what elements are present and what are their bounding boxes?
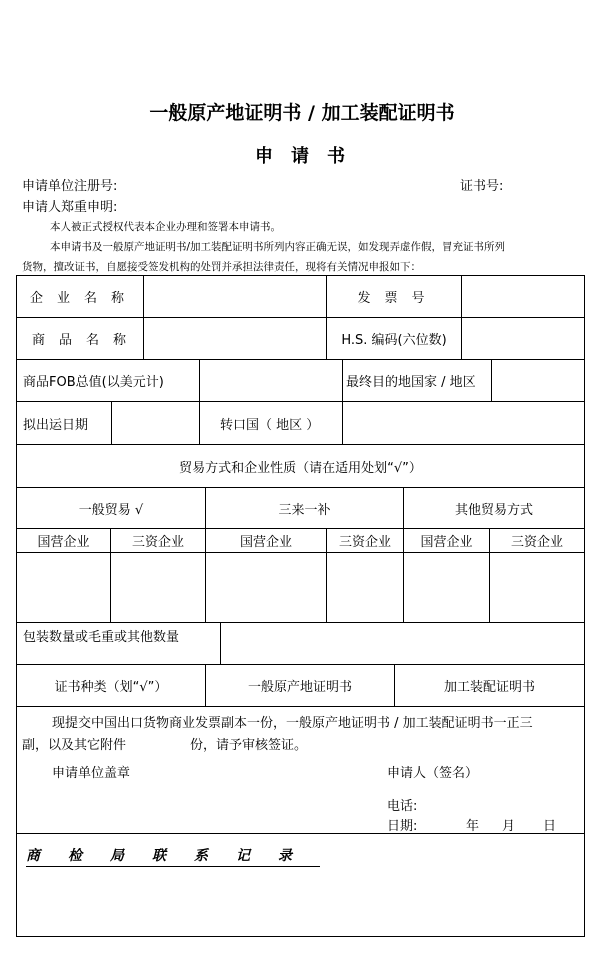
goods-name-label: 商品名称 — [31, 333, 140, 348]
document-subtitle: 申请书 — [255, 146, 363, 167]
declaration-line-3: 货物，擅改证书，自愿接受签发机构的处罚并承担法律责任，现将有关情况申报如下： — [22, 261, 421, 273]
phone-label: 电话: — [387, 799, 418, 814]
invoice-no-label: 发票号 — [357, 291, 439, 306]
cert-type-label: 证书种类（划“√”） — [54, 680, 168, 695]
three-foreign-invested: 三资企业 — [338, 535, 391, 550]
year-label: 年 — [466, 819, 480, 834]
fob-value-field[interactable] — [200, 360, 342, 401]
seal-label: 申请单位盖章 — [52, 766, 131, 781]
trade-three-one: 三来一补 — [278, 502, 331, 518]
destination-label: 最终目的地国家 / 地区 — [346, 375, 476, 390]
submit-line-1: 现提交中国出口货物商业发票副本一份，一般原产地证明书 / 加工装配证明书一正三 — [52, 716, 533, 731]
reg-no-label: 申请单位注册号: — [22, 179, 118, 194]
check-general-state[interactable] — [17, 553, 110, 622]
day-label: 日 — [543, 819, 557, 834]
packing-field[interactable] — [221, 623, 584, 664]
document-title: 一般原产地证明书 / 加工装配证明书 — [149, 102, 455, 124]
check-other-foreign[interactable] — [490, 553, 584, 622]
hs-code-field[interactable] — [462, 318, 584, 359]
cert-no-label: 证书号: — [460, 179, 504, 194]
trade-other: 其他贸易方式 — [454, 502, 533, 518]
check-three-state[interactable] — [206, 553, 326, 622]
fob-value-label: 商品FOB总值(以美元计) — [23, 375, 164, 390]
applicant-signature-label: 申请人（签名） — [387, 766, 479, 781]
company-name-field[interactable] — [144, 276, 326, 317]
cert-processing-option[interactable]: 加工装配证明书 — [443, 680, 535, 695]
check-other-state[interactable] — [404, 553, 489, 622]
trade-general: 一般贸易 √ — [78, 502, 144, 518]
transit-label: 转口国（ 地区 ） — [220, 417, 320, 433]
general-state-owned: 国营企业 — [37, 535, 90, 550]
date-label: 日期: — [387, 819, 418, 834]
inspection-record-field[interactable] — [17, 868, 584, 935]
ship-date-label: 拟出运日期 — [23, 417, 89, 433]
check-three-foreign[interactable] — [327, 553, 403, 622]
month-label: 月 — [502, 819, 516, 834]
packing-label: 包装数量或毛重或其他数量 — [23, 629, 180, 645]
trade-header: 贸易方式和企业性质（请在适用处划“√”） — [179, 460, 422, 476]
destination-field[interactable] — [492, 360, 584, 401]
declaration-line-2: 本申请书及一般原产地证明书/加工装配证明书所列内容正确无误，如发现弄虚作假，冒充证书所列 — [50, 241, 506, 253]
other-foreign-invested: 三资企业 — [510, 535, 563, 550]
goods-name-field[interactable] — [144, 318, 326, 359]
hs-code-label: H.S. 编码(六位数) — [341, 333, 447, 348]
transit-field[interactable] — [343, 402, 584, 444]
company-name-label: 企业名称 — [29, 291, 138, 306]
inspection-record-label: 商检局联系记录 — [26, 845, 320, 867]
declaration-line-1: 本人被正式授权代表本企业办理和签署本申请书。 — [50, 221, 281, 233]
invoice-no-field[interactable] — [462, 276, 584, 317]
ship-date-field[interactable] — [112, 402, 199, 444]
general-foreign-invested: 三资企业 — [131, 535, 184, 550]
three-state-owned: 国营企业 — [239, 535, 292, 550]
declare-label: 申请人郑重申明: — [22, 200, 118, 215]
submit-line-2b: 份，请予审核签证。 — [190, 738, 308, 753]
cert-general-option[interactable]: 一般原产地证明书 — [247, 680, 352, 695]
submit-line-2a: 副，以及其它附件 — [22, 738, 127, 753]
check-general-foreign[interactable] — [111, 553, 205, 622]
other-state-owned: 国营企业 — [420, 535, 473, 550]
